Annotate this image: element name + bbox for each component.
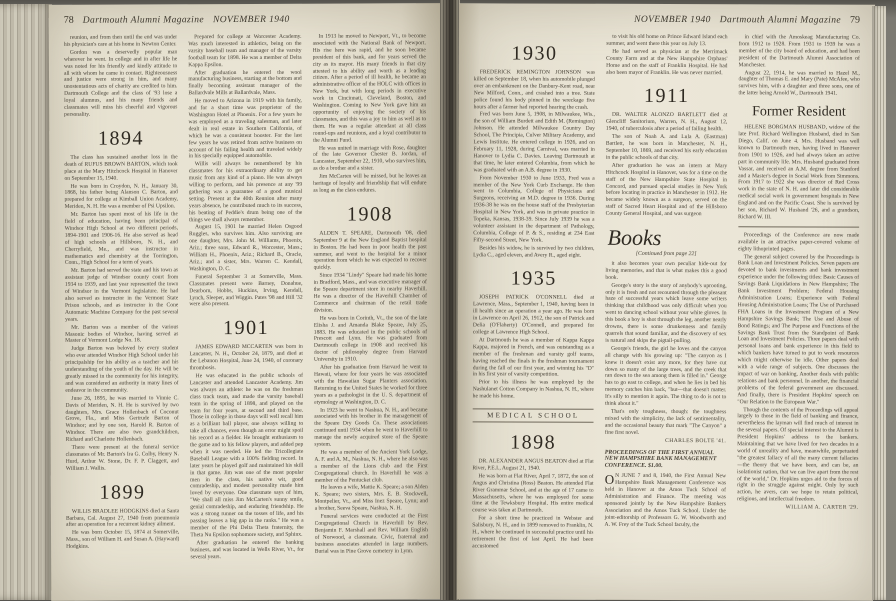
obituary-paragraph: Since 1934 "Lindy" Speare had made his home in Bradford, Mass., and was executive manager of the Speare department store in nearby Haverhill. He was a director of the Haverhill Chamber of Commerce and chairman of the retail trade division. bbox=[313, 272, 428, 314]
obituary-paragraph: Gordon was a deservedly popular man wherever he went. In college and in after life he was noted for his friendly and kindly attitude to all with whom he came in contact. Righteousness and justice were strong in him, and many unostentatious acts of charity are credited to him. Dartmouth College and the class of '93 lose a loyal alumnus, and his many friends and classmates will miss his cheerful and vigorous personality. bbox=[63, 49, 178, 118]
obituary-paragraph: it also becomes your own peculiar hide-out for living memories, and that is what makes this a good book. bbox=[605, 260, 727, 281]
obituary-paragraph: Mr. Barton had served the state and his town as assistant judge of Windsor county court from 1934 to 1939, and last year represented the town of Windsor in the Vermont legislature. He had also served as instructor in the Vermont State Prison schools, and as instructor in the Cone Automatic Machine Company for the past several years. bbox=[64, 267, 179, 323]
obituary-paragraph: He was born in Corinth, Vt., the son of the late Elisha J. and Amanda Blake Speare, July 25, 1883. He was educated in the public schools of Prescott and Lynn. He was graduated from Dartmouth college in 1908 and received his doctor of philosophy degree from Harvard University in 1910. bbox=[313, 314, 428, 363]
obituary-paragraph: Prior to his illness he was employed by the Nashulanet Cotton Company in Nashua, N. H., where he made his home. bbox=[472, 379, 595, 400]
obituary-paragraph: reunion, and from then until the end was under his physician's care at his home in Newton Center. bbox=[63, 34, 178, 48]
class-year-heading: 1899 bbox=[99, 481, 146, 504]
obituary-paragraph: The general subject covered by the Proceedings is Bank Loan and Investment Policies. Seven papers are devoted to bank investments and bank investment experience under the following titles: Basic Causes of Savings Bank Liquidations in New Hampshire; The Bank Investment Problem; Federal Housing Administration Loans; Experience with Federal Housing Administration Loans; The Use of Purchased FHA Loans in the Investment Program of a New Hampshire Savings Bank; The Use and Abuse of Bond Ratings; and The Purpose and Functions of the Savings Bank Trust from the Standpoint of Bank Loan and Investment Policies. Three papers deal with personal loans and bank experience in this field to which bankers have turned to put to work resources which might otherwise lie idle. Other papers deal with a wide range of subjects. One discusses the impact of war on banking. Another deals with public relations and bank personnel. In another, the financial problems of the federal government are discussed. And finally, there is President Hopkins' speech on "Our Relation to the European War." bbox=[737, 253, 860, 406]
obituary-paragraph: Willis will always be remembered by his classmates for his extraordinary ability to get music from any kind of a piano. He was always willing to perform, and his presence at any '99 gathering was a guarantee of a good musical setting. Present at the 40th Reunion after many years absence, he contributed much to its success, his beating of Peddie's drum being one of the things we shall always remember. bbox=[188, 161, 303, 223]
obituary-paragraph: Jim McCarten will be missed, but he leaves an heritage of loyalty and friendship that will endure as long as the class endures. bbox=[313, 173, 427, 194]
obituary-paragraph: There were present at the funeral service classmates of Mr. Barton's Ira G. Colby, Henry N. Hurd, Arthur W. Stone, Dr. F. P. Claggett, and William J. Wallis. bbox=[65, 444, 180, 472]
obituary-paragraph: The son of Noah A. and Lula A. (Eastman) Bartlett, he was born in Manchester, N. H., September 10, 1869, and received his early education in the public schools of that city. bbox=[605, 133, 728, 161]
obituary-paragraph: He was united in marriage with Rose, daughter of the late Governor Chester B. Jordan, of Lancaster, September 22, 1910, who survives him, as do a brother and a sister. bbox=[313, 144, 427, 172]
obituary-paragraph: George's story is the story of anybody's uprooting, only it is fresh and not recounted through the pleasant haze of successful years which leave some writers thinking that childhood was only difficult when you went to dancing school without your white gloves. In this book a boy is shot through the leg, another nearly drowns, there is some drunkenness and family quarrels that sound familiar, and the discovery of sex is natural and skips the pigtail-pulling. bbox=[605, 282, 727, 344]
issue-date-right: NOVEMBER 1940 bbox=[634, 14, 711, 26]
books-continued-note: [Continued from page 22] bbox=[635, 250, 697, 258]
obituary-paragraph: For a short time he practiced in Webster and Salisbury, N. H., and in 1899 removed to Franklin, N. H., where he continued in successful practice until his retirement the first of last April. He had been accustomed bbox=[472, 515, 594, 550]
obituary-paragraph: He was born at Flat River, April 7, 1872, the son of Angus and Christina (Ross) Beaton. He attended Flat River Grammar School, and at the age of 17 came to Massachusetts, where he was employed for some time at the Tewksbury Hospital. His entire medical course was taken at Dartmouth. bbox=[472, 473, 594, 514]
obituary-paragraph: JOSEPH PATRICK O'CONNELL died at Lawrence, Mass., September 1, 1940, having been in ill health since an operation a year ago. He was born in Lawrence on April 26, 1912, the son of Patrick and Delia (O'Flaherty) O'Connell, and prepared for college at Lawrence High School. bbox=[472, 294, 595, 336]
text-column bbox=[188, 34, 304, 586]
obituary-paragraph: Besides his widow, he is survived by two children, Lydia C., aged eleven, and Avery R., aged eight. bbox=[473, 245, 595, 259]
obituary-paragraph: He moved to Arizona in 1919 with his family, and for a short time was proprietor of the Washington Hotel at Phoenix. For a few years he was employed as a traveling salesman, and later dealt in real estate in Southern California, of which he was a consistent booster. For the last few years he was retired from active business on account of his failing health and traveled widely in his specially equipped automobile. bbox=[188, 97, 303, 160]
left-page-header bbox=[64, 13, 426, 26]
obituary-paragraph: He was a member of the Ancient York Lodge, A. F. and A. M., Nashua, N. H., where he also was a member of the Lions club and the First Congregational church. In Haverhill he was a member of the Pentucket club. bbox=[314, 449, 428, 484]
magazine-title-right: Dartmouth Alumni Magazine bbox=[719, 15, 842, 26]
obituary-paragraph: Funeral services were conducted at the First Congregational Church in Haverhill by Rev. Benjamin F. Marshall and Rev. William English of Norwood, a classmate. Civic, fraternal and business associates attended in large numbers. Burial was in Pine Grove cemetery in Lynn. bbox=[314, 513, 429, 555]
issue-date-left: NOVEMBER 1940 bbox=[212, 14, 290, 26]
books-section-heading: Books bbox=[607, 224, 662, 251]
obituary-paragraph: He was born in Croydon, N. H., January 30, 1868, his father being Alanson C. Barton, and prepared for college at Kimball Union Academy, Meriden, N. H. He was a member of Psi Upsilon. bbox=[64, 182, 178, 211]
obituary-paragraph: In 1913 he moved to Newport, Vt., to become associated with the National Bank of Newport. His rise here was rapid, and he soon became president of this bank, and for years served the city as its mayor. His many friends in that city attested to his ability and worth as a leading citizen. After a period of ill health, he became an administrative officer of the HOLC with offices in New York, but with long periods in executive work in Cincinnati, Cleveland, Boston, and Washington. Coming to New York gave him an opportunity of enjoying the society of his classmates, and this was a joy to him as well as to them. He was a regular attendant at all class round-ups and reunions, and a loyal contributor to the Alumni Fund. bbox=[312, 33, 427, 144]
obituary-paragraph: He leaves a wife, Mattie K. Speare; a son Alden K. Speare; two sisters, Mrs. E. B. Stockwell, Montpelier, Vt., and Miss Inez Speare, Lynn; and a brother, Seeva Speare, Nashua, N. H. bbox=[314, 484, 428, 512]
magazine-right-page bbox=[457, 3, 875, 600]
former-resident-heading: Former Resident bbox=[752, 104, 846, 120]
obituary-paragraph: Mr. Barton has spent most of his life in the field of education, having been principal of Windsor High School at two different periods, 1894-1901 and 1906-16. He also served as head of high schools at Hillsboro, N. H., and Cherryfield, Me., and was instructor in mathematics and chemistry at the Torrington, Conn., High School for a term of years. bbox=[64, 211, 179, 267]
obituary-paragraph: Mr. Barton was a member of the various Masonic bodies of Windsor, having served as Master of Vermont Lodge No. 18. bbox=[65, 323, 179, 345]
obituary-paragraph: That's only toughness, though: the toughness mixed with the simplicity, the lack of sentimentality, and the occasional beauty that mark "The Canyon" a fine first novel. bbox=[604, 408, 727, 436]
right-page-columns bbox=[472, 33, 860, 586]
obituary-paragraph: Proceedings of the Conference are now made available in an attractive paper-covered volume of eighty lithoprinted pages. bbox=[737, 232, 860, 253]
class-year-heading: 1935 bbox=[510, 267, 557, 291]
magazine-left-page bbox=[49, 3, 444, 601]
obituary-paragraph: in chief with the Amoskeag Manufacturing Co. from 1912 to 1928. From 1931 to 1939 he was a member of the city board of education, and had been president of the Dartmouth Alumni Association of Manchester. bbox=[738, 34, 860, 68]
text-column bbox=[604, 34, 727, 586]
medical-school-heading: MEDICAL SCHOOL bbox=[473, 408, 594, 422]
obituary-paragraph: Fred was born June 5, 1908, in Milwaukee, Wis., the son of William Burdett and Edith M. (Remington) Johnson. He attended Milwaukee Country Day School, The Principia, Culver Military Academy, and Lewis Institute. He entered college in 1926, and on February 11, 1928, during Carnival, was married in Hanover to Lydia C. Davies. Leaving Dartmouth at that time, he later entered Columbia, from which he was graduated with an A.B. degree in 1930. bbox=[473, 111, 595, 174]
page-edge-right bbox=[872, 6, 886, 600]
obituary-paragraph: WILLIS BRADLEE HODGKINS died at Santa Barbara, Cal. August 27, 1940 from pneumonia after an operation for a recurrent kidney ailment. bbox=[65, 507, 180, 529]
obituary-paragraph: In 1923 he went to Nashua, N. H., and became associated with his brother in the management of the Speare Dry Goods Co. These associations continued until 1934 when he went to Haverhill to manage the newly acquired store of the Speare system. bbox=[314, 406, 428, 448]
text-column bbox=[472, 33, 595, 585]
class-year-heading: 1930 bbox=[511, 42, 558, 65]
right-page-inner bbox=[457, 3, 875, 586]
obituary-paragraph: August 15, 1901 he married Helen Osgood Ruggles, who survives him. Also surviving are one daughter, Mrs. John M. Williams, Phoenix, Ariz.; three sons, Edward R., Worcester, Mass.; William H., Phoenix, Ariz.; Richard B., Oracle, Ariz.; and a sister, Mrs. Warren C. Kendall, Washington, D. C. bbox=[189, 224, 303, 273]
right-page-number: 79 bbox=[849, 14, 861, 26]
obituary-paragraph: After graduation he was an intern at Mary Hitchcock Hospital in Hanover, was for a time on the staff of the New Hampshire State Hospital in Concord, and pursued special studies in New York before locating in practice in Manchester in 1912. He became widely known as a surgeon, served on the staff of Sacred Heart Hospital and of the Hillsboro County General Hospital, and was surgeon bbox=[605, 162, 728, 218]
obituary-paragraph: At Dartmouth he was a member of Kappa Kappa Kappa, majored in French, and was outstanding as a member of the freshman and varsity golf teams, having reached the finals in the freshman tournament during the fall of our first year, and winning his "D" in his first year of varsity competition. bbox=[472, 337, 595, 379]
obituary-paragraph: Prepared for college at Worcester Academy. Was much interested in athletics, being on the varsity baseball team and manager of the varsity football team for 1898. He was a member of Delta Kappa Epsilon. bbox=[188, 33, 302, 68]
obituary-paragraph: to visit his old home on Prince Edward Island each summer, and went there this year on July 13. bbox=[606, 33, 728, 48]
review-paragraph: ON JUNE 7 and 8, 1940, the First Annual New Hampshire Bank Management Conference was held in Hanover at the Amos Tuck School of Administration and Finance. The meeting was sponsored jointly by the New Hampshire Bankers Association and the Amos Tuck School. Under the joint-editorship of Professors G. W. Woodworth and A. W. Frey of the Tuck School faculty, the bbox=[604, 472, 727, 528]
obituary-paragraph: The class has sustained another loss in the death of RUFUS BROWN BARTON, which took place at the Mary Hitchcock Hospital in Hanover on September 15, 1940. bbox=[64, 154, 178, 182]
class-year-heading: 1911 bbox=[644, 85, 690, 108]
obituary-paragraph: After his graduation from Harvard he went to Hawaii, where for four years he was associated with the Hawaiian Sugar Planters association. Returning to the United States he worked for three years as a pathologist in the U. S. department of etymology at Washington, D. C. bbox=[313, 364, 428, 406]
obituary-paragraph: June 26, 1895, he was married to Vinnie C. Davis of Meriden, N. H. He is survived by two daughters, Mrs. Grace Hollenbach of Coconut Grove, Fla., and Miss Gertrude Barton of Windsor; and by one son, Harold R. Barton of Windsor. There are also two grandchildren, Richard and Charlotte Hollenbach. bbox=[65, 394, 179, 443]
column-rule bbox=[738, 226, 859, 227]
obituary-paragraph: JAMES EDWARD MCCARTEN was born in Lancaster, N. H., October 24, 1879, and died at the Lebanon Hospital, June 24, 1940, of coronary thrombosis. bbox=[189, 344, 303, 372]
right-page-header bbox=[474, 13, 860, 25]
obituary-paragraph: George's friends, the girl he loves and the canyon all change with his growing up: "The canyon as I knew it doesn't exist any more, for they have cut down so many of the large trees, and the creek that ran down to the sea among them is filled in." George has to go east to college, and when he lies in bed his memory catches him back, "but—that doesn't matter. It's silly to mention it again. The thing to do is not to think about it." bbox=[604, 345, 727, 407]
obituary-paragraph: He had served as physician at the Merrimack County Farm and at the New Hampshire Orphans' Home and on the staff of Franklin Hospital. He had also been mayor of Franklin. He was never married. bbox=[606, 48, 728, 76]
left-page-inner bbox=[49, 3, 444, 587]
class-year-heading: 1908 bbox=[346, 203, 393, 226]
obituary-paragraph: Funeral September 3 at Somerville, Mass. Classmates present were Barney, Donahue, Dearborn, Hobbs, Huckins, Irving, Kendall, Lynch, Sleeper, and Wiggin. Pates '98 and Hill '32 were also present. bbox=[189, 273, 303, 308]
text-column bbox=[312, 33, 428, 585]
obituary-paragraph: After graduation he entered the banking business, and was located in Wells River, Vt., for several years. bbox=[190, 539, 304, 560]
class-year-heading: 1894 bbox=[97, 127, 144, 150]
obituary-paragraph: HELENE BORGMAN HUSBAND, widow of the late Prof. Richard Wellington Husband, died in San Diego, Calif. on June 4. Mrs. Husband was well known to Dartmouth men, having lived in Hanover from 1901 to 1926, and had always taken an active part in community life. Mrs. Husband graduated from Vassar, and received an A.M. degree from Stanford and a Master's degree in Social Work from Simmons. From 1917 to 1922 she was director of Red Cross work in the state of N. H. and later did considerable medical social work in government hospitals in New England and on the Pacific Coast. She is survived by her son, Richard W. Husband '26, and a grandson, Richard W. III. bbox=[737, 124, 860, 221]
book-title: PROCEEDINGS OF THE FIRST ANNUAL NEW HAMPSHIRE BANK MANAGEMENT CONFERENCE. $1.00. bbox=[604, 449, 717, 470]
obituary-paragraph: He was born October 15, 1874 at Somerville, Mass., son of William H. and Susan A. (Hayward) Hodgkins. bbox=[66, 529, 180, 550]
obituary-paragraph: August 22, 1914, he was married to Hazel M., daughter of Thomas E. and Mary (Pate) McAfee, who survives him, with a daughter and three sons, one of the latter being Arnold W., Dartmouth 1941. bbox=[738, 69, 860, 97]
obituary-paragraph: He was educated in the public schools of Lancaster and attended Lancaster Academy. Jim was always an athlete: he was on the freshman class track team, and made the varsity baseball team in the spring of 1898, and played on the team for four years, at second and third base. Those in college in those days will well recall him as a brilliant ball player, one always willing to take all chances, even though an error might spoil his record as a fielder. He brought enthusiasm to the game and to his fellow players, and added pep when it was needed. He led the Tricollegiate Baseball League with a 100% fielding record. In later years he played golf and maintained his skill in that game. Jim was one of the most popular men in the class, his native wit, good comradeship, and modest personality made him loved by everyone. One classmate says of him, "We shall all miss Jim McCarten's sunny smile, genial comradeship, and enduring friendship. He was a strong runner on the tosses of life, and his passing leaves a big gap in the ranks." He was a member of the Phi Delta Theta fraternity, the Theta Nu Epsilon sophomore society, and Sphinx. bbox=[189, 372, 304, 539]
magazine-title-left: Dartmouth Alumni Magazine bbox=[82, 15, 204, 26]
obituary-paragraph: Judge Barton was beloved by every student who ever attended Windsor High School under his principalship for his ability as a teacher and his understanding of the youth of the day. He will be greatly missed in the community for his integrity, and was considered an authority in many lines of endeavor in the community. bbox=[65, 345, 179, 394]
left-page-columns bbox=[64, 33, 428, 587]
obituary-paragraph: FREDERICK REMINGTON JOHNSON was killed on September 18, when his automobile plunged over an embankment on the Danbury-Kent road, near New Milford, Conn., and crashed into a tree. State police found his body pinned in the wreckage five hours after a farmer had reported hearing the crash. bbox=[473, 69, 596, 111]
review-signature: WILLIAM A. CARTER '29. bbox=[785, 504, 859, 511]
page-edge-left bbox=[0, 4, 52, 600]
obituary-paragraph: ALDEN T. SPEARE, Dartmouth '08, died September 9 at the New England Baptist hospital in Boston. He had been in poor health the past summer, and went to the hospital for a minor operation from which he was expected to recover quickly. bbox=[313, 230, 427, 272]
obituary-paragraph: From November 1930 to June 1933, Fred was a member of the New York Curb Exchange. He then went to Columbia, College of Physicians and Surgeons, receiving an M.D. degree in 1936. During 1936-38 he was on the house staff of the Presbyterian Hospital in New York, and was in private practice in Topeka, Kansas, 1938-39. Since July 1939 he was a volunteer assistant in the department of Pathology, Columbia, College of P. & S., residing at 234 East Fifty-second Street, New York. bbox=[473, 174, 595, 244]
review-signature: CHARLES BOLTE '41. bbox=[665, 437, 727, 444]
left-page-number: 78 bbox=[63, 14, 74, 26]
obituary-paragraph: DR. ALEXANDER ANGUS BEATON died at Flat River, P.E.I., August 21, 1940. bbox=[472, 458, 594, 472]
obituary-paragraph: After graduation he entered the wool manufacturing business, starting at the bottom and finally becoming assistant manager of the Ballardvale Mills at Ballardvale, Mass. bbox=[188, 69, 302, 97]
class-year-heading: 1901 bbox=[223, 317, 270, 340]
obituary-paragraph: Though the contents of the Proceedings will appeal largely to those in the field of banking and finance, nevertheless the layman will find much of interest in the several papers. Of special interest to the Alumni is President Hopkins' address to the bankers. Maintaining that we have lived for two decades in a world of unreality and have, meanwhile, perpetuated "the greatest fallacy of all the many current fallacies—the theory that we have been, and can be, an isolationist nation, that we can live apart from the rest of the world," Dr. Hopkins urges aid to the forces of right in the struggle against might. Only by such action, he avers, can we hope to retain political, religious, and intellectual freedom. bbox=[736, 406, 859, 503]
text-column bbox=[737, 34, 860, 586]
class-year-heading: 1898 bbox=[510, 431, 557, 454]
text-column bbox=[64, 34, 180, 586]
obituary-paragraph: DR. WALTER ALONZO BARTLETT died at Glencliff Sanitorium, Warren, N. H., August 12, 1940, of tuberculosis after a period of failing health. bbox=[605, 112, 728, 133]
